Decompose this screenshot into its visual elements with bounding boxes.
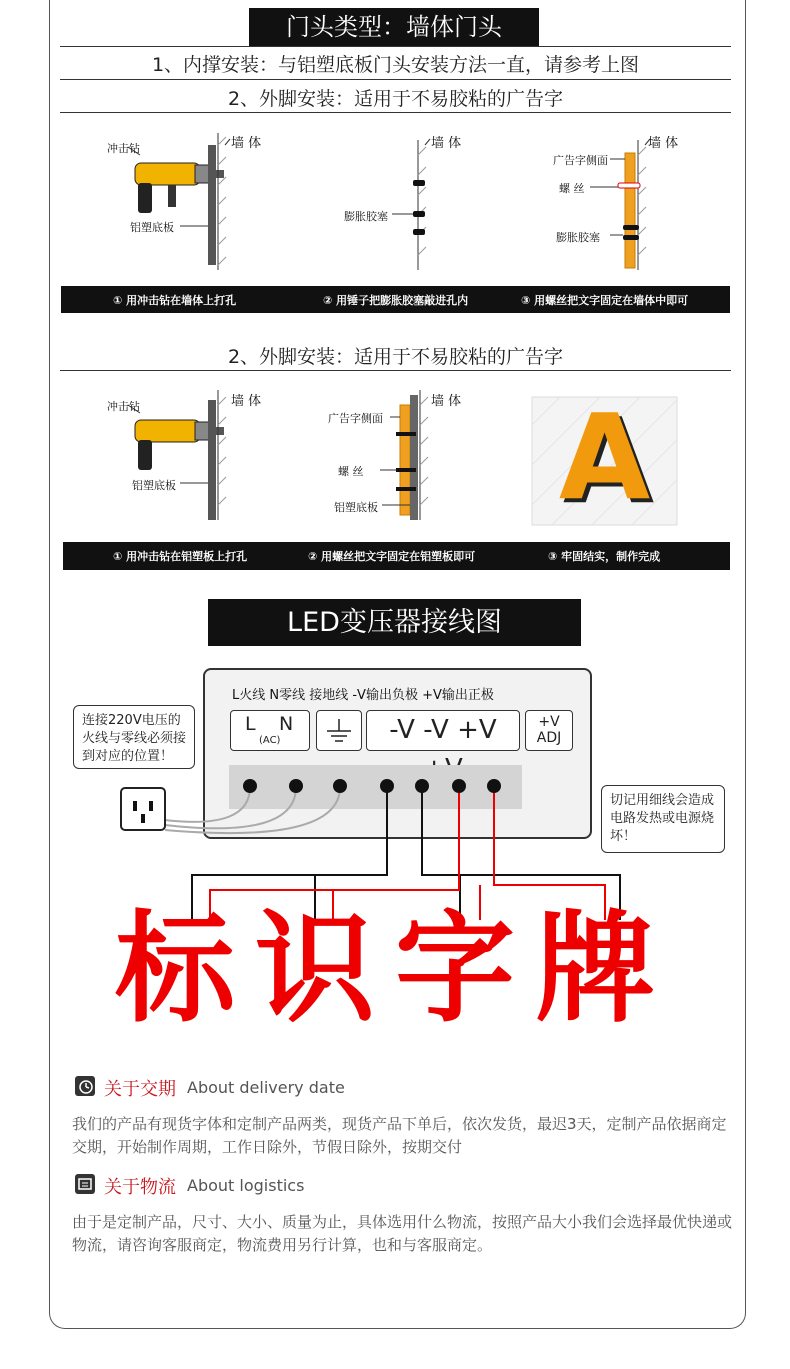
note-right: 切记用细线会造成电路发热或电源烧坏！ bbox=[601, 785, 725, 853]
step-2: ② 用锤子把膨胀胶塞敲进孔内 bbox=[323, 293, 469, 307]
divider bbox=[60, 370, 731, 371]
terminal-ground bbox=[316, 710, 362, 751]
step-1: ① 用冲击钻在墙体上打孔 bbox=[113, 293, 237, 307]
page-title: 门头类型：墙体门头 bbox=[249, 8, 539, 46]
method3-text: 2、外脚安装：适用于不易胶粘的广告字 bbox=[227, 346, 564, 368]
screw-vpos1 bbox=[452, 779, 466, 793]
terminal-ln bbox=[230, 710, 310, 751]
logistics-text: 由于是定制产品，尺寸、大小、质量为止，具体选用什么物流，按照产品大小我们会选择最优快递或物流，请咨询客服商定，物流费用另行计算，也和与客服商定。 bbox=[72, 1213, 733, 1254]
label-screw: 螺 丝 bbox=[559, 182, 585, 195]
delivery-text: 我们的产品有现货字体和定制产品两类，现货产品下单后，依次发货，最迟3天，定制产品依据商定交期，开始制作周期，工作日除外，节假日除外，按期交付 bbox=[72, 1115, 727, 1156]
delivery-en: About delivery date bbox=[187, 1078, 345, 1097]
delivery-title: 关于交期 bbox=[104, 1079, 176, 1100]
screw-ground bbox=[333, 779, 347, 793]
label-screw: 螺 丝 bbox=[338, 465, 364, 478]
screw-vneg1 bbox=[380, 779, 394, 793]
divider bbox=[60, 79, 731, 80]
label-wall: 墙 体 bbox=[231, 136, 262, 151]
terminal-l: L bbox=[245, 713, 256, 735]
sign-text: 标识字牌 bbox=[115, 900, 675, 1039]
terminal-vpos1: +V bbox=[457, 715, 497, 745]
label-board: 铝塑底板 bbox=[132, 479, 176, 492]
label-wall: 墙 体 bbox=[231, 394, 262, 409]
step-1: ① 用冲击钻在铝塑板上打孔 bbox=[113, 550, 248, 563]
terminal-adj bbox=[525, 710, 573, 751]
terminal-vneg2: -V bbox=[423, 715, 449, 745]
terminal-adj-bottom: ADJ bbox=[536, 730, 562, 746]
power-socket-icon bbox=[120, 787, 166, 831]
method3-steps-bar bbox=[63, 542, 730, 570]
clock-icon bbox=[75, 1076, 95, 1096]
label-wall: 墙 体 bbox=[431, 394, 462, 409]
ground-icon bbox=[317, 711, 361, 750]
label-drill: 冲击钻 bbox=[107, 400, 140, 413]
label-wall: 墙 体 bbox=[431, 136, 462, 151]
terminal-adj-top: +V bbox=[538, 714, 560, 730]
screw-vneg2 bbox=[415, 779, 429, 793]
terminal-ac: (AC) bbox=[259, 735, 281, 746]
label-wall: 墙 体 bbox=[648, 136, 679, 151]
terminal-header: L火线 N零线 接地线 -V输出负极 +V输出正极 bbox=[232, 688, 494, 703]
terminal-vneg1: -V bbox=[389, 715, 415, 745]
label-board: 铝塑底板 bbox=[334, 501, 378, 514]
screw-l bbox=[243, 779, 257, 793]
screw-n bbox=[289, 779, 303, 793]
divider bbox=[60, 112, 731, 113]
label-board: 铝塑底板 bbox=[130, 221, 174, 234]
terminal-outputs bbox=[366, 710, 520, 751]
method1-text: 1、内撑安装：与铝塑底板门头安装方法一直，请参考上图 bbox=[151, 54, 640, 76]
step-2: ② 用螺丝把文字固定在铝塑板即可 bbox=[308, 550, 476, 563]
wiring-title: LED变压器接线图 bbox=[208, 599, 581, 646]
logistics-en: About logistics bbox=[187, 1176, 305, 1195]
label-letter-side: 广告字侧面 bbox=[553, 154, 608, 167]
divider bbox=[60, 46, 731, 47]
step-3: ③ 用螺丝把文字固定在墙体中即可 bbox=[521, 293, 689, 307]
truck-icon bbox=[75, 1174, 95, 1194]
label-plug: 膨胀胶塞 bbox=[344, 210, 388, 223]
step-3: ③ 牢固结实，制作完成 bbox=[548, 550, 661, 563]
screw-vpos2 bbox=[487, 779, 501, 793]
note-left: 连接220V电压的火线与零线必须接到对应的位置！ bbox=[73, 705, 195, 769]
label-drill: 冲击钻 bbox=[107, 142, 140, 155]
logistics-title: 关于物流 bbox=[104, 1177, 176, 1198]
method2-steps-bar bbox=[61, 286, 730, 313]
letter-a-sample: A bbox=[558, 388, 651, 526]
label-letter-side: 广告字侧面 bbox=[328, 412, 383, 425]
method2-text: 2、外脚安装：适用于不易胶粘的广告字 bbox=[227, 88, 564, 110]
terminal-n: N bbox=[279, 713, 294, 735]
method2-illustration bbox=[60, 115, 731, 285]
label-plug: 膨胀胶塞 bbox=[556, 231, 600, 244]
